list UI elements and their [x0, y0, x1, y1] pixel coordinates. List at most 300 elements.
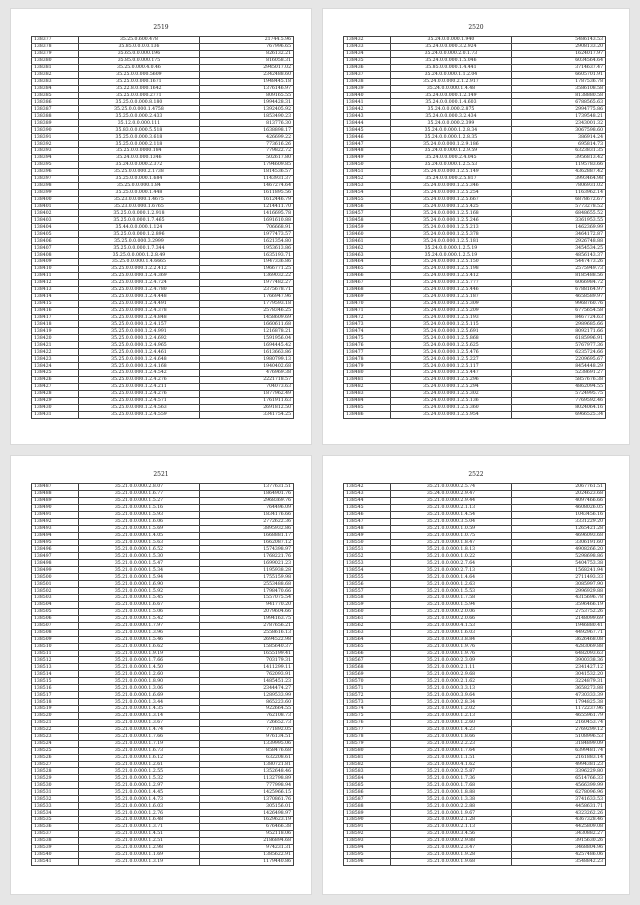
- point-id-cell: 138530: [32, 782, 79, 789]
- y-coordinate-cell: 2694522.98: [200, 636, 294, 643]
- table-row: [344, 553, 606, 560]
- x-coordinate-cell: 35.24.0.0.000.1.2.5.254: [390, 189, 511, 196]
- y-coordinate-cell: 1947336.86: [200, 259, 294, 266]
- y-coordinate-cell: 1143931.37: [200, 175, 294, 182]
- y-coordinate-cell: 1621354.80: [200, 238, 294, 245]
- y-coordinate-cell: 1195783.66: [512, 161, 606, 168]
- table-row: [344, 231, 606, 238]
- y-coordinate-cell: 1265421.28: [512, 525, 606, 532]
- y-coordinate-cell: 8467724.63: [512, 314, 606, 321]
- table-row: [344, 383, 606, 390]
- x-coordinate-cell: 35.24.0.0.000.1.2.5.149: [390, 168, 511, 175]
- point-id-cell: 138499: [32, 567, 79, 574]
- point-id-cell: 138591: [344, 823, 391, 830]
- table-row: [32, 803, 294, 810]
- x-coordinate-cell: 35.24.0.0.000.1.940: [390, 37, 511, 44]
- y-coordinate-cell: 3454534.25: [512, 245, 606, 252]
- x-coordinate-cell: 35.24.0.0.000.1.2.8.35: [390, 134, 511, 141]
- x-coordinate-cell: 35.25.0.0.000.1.2.918: [78, 210, 199, 217]
- table-row: [32, 685, 294, 692]
- table-row: [32, 560, 294, 567]
- table-row: [344, 411, 606, 418]
- point-id-cell: 138559: [344, 601, 391, 608]
- table-row: [32, 272, 294, 279]
- x-coordinate-cell: 35.21.0.0.000.1.8.66: [390, 733, 511, 740]
- table-row: [32, 356, 294, 363]
- table-row: [344, 643, 606, 650]
- y-coordinate-cell: 1385622.91: [200, 851, 294, 858]
- y-coordinate-cell: 1994428.31: [200, 99, 294, 106]
- x-coordinate-cell: 35.85.0.0.0.0.136: [78, 43, 199, 50]
- y-coordinate-cell: 1624017.97: [512, 50, 606, 57]
- y-coordinate-cell: 2926748.88: [512, 238, 606, 245]
- table-row: [344, 574, 606, 581]
- y-coordinate-cell: 4566399.99: [512, 782, 606, 789]
- y-coordinate-cell: 8454448.29: [512, 363, 606, 370]
- point-id-cell: 138416: [32, 307, 79, 314]
- y-coordinate-cell: 1877962.49: [200, 390, 294, 397]
- x-coordinate-cell: 35.21.0.0.000.1.5.53: [390, 588, 511, 595]
- x-coordinate-cell: 35.25.0.0.000.1.2.4.378: [78, 307, 199, 314]
- point-id-cell: 138420: [32, 335, 79, 342]
- x-coordinate-cell: 35.24.0.0.000.1.2.5.19: [390, 245, 511, 252]
- x-coordinate-cell: 35.24.0.0.000.1.2.5.294: [390, 383, 511, 390]
- point-id-cell: 138478: [344, 356, 391, 363]
- y-coordinate-cell: 1568241.94: [512, 567, 606, 574]
- table-row: [32, 810, 294, 817]
- x-coordinate-cell: 35.21.0.0.000.1.6.62: [78, 643, 199, 650]
- table-row: [344, 154, 606, 161]
- point-id-cell: 138380: [32, 57, 79, 64]
- y-coordinate-cell: 5404753.38: [512, 560, 606, 567]
- point-id-cell: 138579: [344, 740, 391, 747]
- point-id-cell: 138438: [344, 78, 391, 85]
- point-id-cell: 138592: [344, 830, 391, 837]
- x-coordinate-cell: 35.24.0.0.000.1.2.5.425: [390, 203, 511, 210]
- y-coordinate-cell: 2908133.20: [512, 43, 606, 50]
- point-id-cell: 138392: [32, 141, 79, 148]
- table-row: [32, 404, 294, 411]
- y-coordinate-cell: 5773278.52: [512, 203, 606, 210]
- table-row: [344, 539, 606, 546]
- y-coordinate-cell: 426699.22: [200, 134, 294, 141]
- y-coordinate-cell: 6399481.74: [512, 747, 606, 754]
- x-coordinate-cell: 35.24.0.0.000.1.2.5.378: [390, 231, 511, 238]
- table-row: [344, 858, 606, 865]
- table-row: [344, 314, 606, 321]
- table-row: [32, 504, 294, 511]
- point-id-cell: 138461: [344, 238, 391, 245]
- table-row: [32, 328, 294, 335]
- y-coordinate-cell: 1755159.98: [200, 574, 294, 581]
- y-coordinate-cell: 1668881.17: [200, 532, 294, 539]
- x-coordinate-cell: 35.21.0.0.000.1.5.30: [78, 553, 199, 560]
- table-row: [344, 782, 606, 789]
- table-row: [344, 608, 606, 615]
- x-coordinate-cell: 35.21.0.0.000.1.5.27: [78, 497, 199, 504]
- x-coordinate-cell: 35.21.0.0.000.1.6.69: [78, 692, 199, 699]
- y-coordinate-cell: 8024064.16: [512, 404, 606, 411]
- x-coordinate-cell: 35.21.0.0.000.1.3.19: [78, 858, 199, 865]
- y-coordinate-cell: 1339995.06: [200, 740, 294, 747]
- y-coordinate-cell: 703179.31: [200, 657, 294, 664]
- point-id-cell: 138386: [32, 99, 79, 106]
- point-id-cell: 138515: [32, 678, 79, 685]
- point-id-cell: 138459: [344, 224, 391, 231]
- y-coordinate-cell: 4458631.71: [512, 803, 606, 810]
- point-id-cell: 138401: [32, 203, 79, 210]
- y-coordinate-cell: 4608026.05: [512, 504, 606, 511]
- table-row: [344, 775, 606, 782]
- x-coordinate-cell: 35.25.0.0.000.1.2.4.157: [78, 321, 199, 328]
- x-coordinate-cell: 35.24.0.0.000.1.2.5.360: [390, 404, 511, 411]
- point-id-cell: 138439: [344, 85, 391, 92]
- point-id-cell: 138462: [344, 245, 391, 252]
- y-coordinate-cell: 1557075.54: [200, 595, 294, 602]
- y-coordinate-cell: 1179440.86: [200, 858, 294, 865]
- y-coordinate-cell: 4492967.71: [512, 629, 606, 636]
- table-row: [32, 57, 294, 64]
- table-row: [32, 595, 294, 602]
- point-id-cell: 138594: [344, 844, 391, 851]
- point-id-cell: 138422: [32, 349, 79, 356]
- x-coordinate-cell: 35.21.0.0.000.1.5.06: [78, 608, 199, 615]
- y-coordinate-cell: 4097466.66: [512, 497, 606, 504]
- y-coordinate-cell: 6848655.52: [512, 210, 606, 217]
- y-coordinate-cell: 976134.51: [200, 733, 294, 740]
- x-coordinate-cell: 35.21.0.0.000.1.0.75: [390, 532, 511, 539]
- y-coordinate-cell: 6775654.58: [512, 307, 606, 314]
- table-row: [32, 830, 294, 837]
- x-coordinate-cell: 35.21.0.0.000.1.1.51: [390, 754, 511, 761]
- x-coordinate-cell: 35.25.0.0.000.1.4.6665: [78, 259, 199, 266]
- x-coordinate-cell: 35.24.0.0.000.1.2.9.186: [390, 141, 511, 148]
- point-id-cell: 138398: [32, 182, 79, 189]
- x-coordinate-cell: 35.12.0.0.000.111: [78, 120, 199, 127]
- x-coordinate-cell: 35.25.0.0.000.1.2.896: [78, 231, 199, 238]
- x-coordinate-cell: 35.24.0.0.000.1.2.5.868: [390, 335, 511, 342]
- y-coordinate-cell: 1794609.85: [200, 161, 294, 168]
- x-coordinate-cell: 35.24.0.0.000.2.372: [78, 161, 199, 168]
- point-id-cell: 138491: [32, 511, 79, 518]
- y-coordinate-cell: 952118.06: [200, 830, 294, 837]
- point-id-cell: 138479: [344, 363, 391, 370]
- y-coordinate-cell: 4862094.55: [512, 383, 606, 390]
- y-coordinate-cell: 676466.38: [200, 823, 294, 830]
- table-row: [344, 37, 606, 44]
- point-id-cell: 138550: [344, 539, 391, 546]
- y-coordinate-cell: 3548842.23: [512, 858, 606, 865]
- y-coordinate-cell: 3993464.98: [512, 175, 606, 182]
- point-id-cell: 138447: [344, 141, 391, 148]
- y-coordinate-cell: 5857676.38: [512, 376, 606, 383]
- point-id-cell: 138417: [32, 314, 79, 321]
- page-number: 2519: [153, 24, 169, 31]
- y-coordinate-cell: 1834176.66: [200, 511, 294, 518]
- x-coordinate-cell: 35.21.0.0.000.1.2.98: [78, 844, 199, 851]
- point-id-cell: 138475: [344, 335, 391, 342]
- point-id-cell: 138415: [32, 300, 79, 307]
- y-coordinate-cell: 1462369.99: [512, 224, 606, 231]
- y-coordinate-cell: 2968369.76: [200, 497, 294, 504]
- point-id-cell: 138495: [32, 539, 79, 546]
- x-coordinate-cell: 35.24.0.0.000.1.2.8.34: [390, 127, 511, 134]
- table-row: [344, 490, 606, 497]
- table-row: [344, 113, 606, 120]
- x-coordinate-cell: 35.25.0.0.000.1.4758: [78, 106, 199, 113]
- point-id-cell: 138396: [32, 168, 79, 175]
- table-row: [344, 796, 606, 803]
- x-coordinate-cell: 35.24.0.0.000.1.4.603: [390, 99, 511, 106]
- point-id-cell: 138463: [344, 252, 391, 259]
- table-row: [344, 106, 606, 113]
- x-coordinate-cell: 35.21.0.0.000.1.2.60: [78, 671, 199, 678]
- y-coordinate-cell: 2772622.36: [200, 518, 294, 525]
- x-coordinate-cell: 35.21.0.0.000.1.5.94: [78, 574, 199, 581]
- y-coordinate-cell: 4283069.88: [512, 643, 606, 650]
- point-id-cell: 138569: [344, 671, 391, 678]
- x-coordinate-cell: 35.21.0.0.000.3.8.84: [390, 636, 511, 643]
- x-coordinate-cell: 35.21.0.0.000.1.4.74: [78, 726, 199, 733]
- x-coordinate-cell: 35.21.0.0.000.2.1.28: [390, 817, 511, 824]
- y-coordinate-cell: 8185488.56: [512, 272, 606, 279]
- y-coordinate-cell: 1458609.69: [200, 314, 294, 321]
- point-id-cell: 138580: [344, 747, 391, 754]
- y-coordinate-cell: 1798470.66: [200, 588, 294, 595]
- y-coordinate-cell: 2996929.88: [512, 588, 606, 595]
- table-row: [32, 370, 294, 377]
- x-coordinate-cell: 35.25.0.0.000.1.2.4.276: [78, 376, 199, 383]
- x-coordinate-cell: 35.24.0.0.000.1.2.5.667: [390, 196, 511, 203]
- x-coordinate-cell: 35.23.0.0.000.1.6765: [78, 203, 199, 210]
- x-coordinate-cell: 35.21.0.0.000.1.6.52: [78, 546, 199, 553]
- y-coordinate-cell: 2221718.57: [200, 376, 294, 383]
- point-id-cell: 138383: [32, 78, 79, 85]
- y-coordinate-cell: 2575949.73: [512, 265, 606, 272]
- x-coordinate-cell: 35.24.0.0.000.1.2.5.302: [390, 390, 511, 397]
- x-coordinate-cell: 35.24.0.0.000.1.2.5.296: [390, 376, 511, 383]
- table-row: [344, 497, 606, 504]
- x-coordinate-cell: 35.21.0.0.000.1.6.06: [78, 518, 199, 525]
- y-coordinate-cell: 2945017.02: [200, 64, 294, 71]
- point-id-cell: 138520: [32, 712, 79, 719]
- y-coordinate-cell: 771892.05: [200, 726, 294, 733]
- y-coordinate-cell: 3067598.60: [512, 127, 606, 134]
- table-row: [32, 252, 294, 259]
- table-row: [32, 601, 294, 608]
- point-id-cell: 138514: [32, 671, 79, 678]
- table-row: [344, 685, 606, 692]
- y-coordinate-cell: 1662087.12: [200, 539, 294, 546]
- point-id-cell: 138582: [344, 761, 391, 768]
- x-coordinate-cell: 35.24.0.0.000.1.2.5.346: [390, 182, 511, 189]
- y-coordinate-cell: 1946880.41: [512, 622, 606, 629]
- point-id-cell: 138384: [32, 85, 79, 92]
- x-coordinate-cell: 35.24.0.0.000.1.2.5.115: [390, 321, 511, 328]
- point-id-cell: 138451: [344, 168, 391, 175]
- table-row: [344, 168, 606, 175]
- table-row: [32, 622, 294, 629]
- y-coordinate-cell: 4994381.23: [512, 761, 606, 768]
- table-row: [344, 85, 606, 92]
- y-coordinate-cell: 2769299.12: [512, 726, 606, 733]
- x-coordinate-cell: 35.24.0.0.000.1.2.5.136: [390, 397, 511, 404]
- x-coordinate-cell: 35.21.0.0.000.2.7.64: [390, 560, 511, 567]
- table-row: [344, 71, 606, 78]
- table-row: [32, 106, 294, 113]
- point-id-cell: 138452: [344, 175, 391, 182]
- point-id-cell: 138449: [344, 154, 391, 161]
- point-id-cell: 138586: [344, 789, 391, 796]
- point-id-cell: 138547: [344, 518, 391, 525]
- table-row: [32, 265, 294, 272]
- point-id-cell: 138566: [344, 650, 391, 657]
- point-id-cell: 138552: [344, 553, 391, 560]
- point-id-cell: 138541: [32, 858, 79, 865]
- x-coordinate-cell: 35.21.0.0.000.1.3.38: [390, 796, 511, 803]
- x-coordinate-cell: 35.21.0.0.000.2.3.09: [390, 657, 511, 664]
- point-id-cell: 138423: [32, 356, 79, 363]
- point-id-cell: 138573: [344, 699, 391, 706]
- point-id-cell: 138575: [344, 712, 391, 719]
- y-coordinate-cell: 3396229.80: [512, 768, 606, 775]
- table-row: [32, 210, 294, 217]
- x-coordinate-cell: 35.21.0.0.000.1.7.66: [78, 657, 199, 664]
- table-row: [32, 154, 294, 161]
- y-coordinate-cell: 809165.55: [200, 92, 294, 99]
- y-coordinate-cell: 1612446.79: [200, 196, 294, 203]
- table-row: [32, 796, 294, 803]
- x-coordinate-cell: 35.21.0.0.000.1.4.35: [78, 706, 199, 713]
- x-coordinate-cell: 35.21.0.0.000.2.5.87: [390, 768, 511, 775]
- point-id-cell: 138484: [344, 397, 391, 404]
- x-coordinate-cell: 35.21.0.0.000.1.7.68: [390, 782, 511, 789]
- y-coordinate-cell: 3361953.55: [512, 217, 606, 224]
- y-coordinate-cell: 1163962.14: [512, 189, 606, 196]
- x-coordinate-cell: 35.21.0.0.000.1.5.93: [78, 511, 199, 518]
- y-coordinate-cell: 706668.91: [200, 224, 294, 231]
- y-coordinate-cell: 1172237.96: [512, 706, 606, 713]
- x-coordinate-cell: 35.24.0.0.000.1.2.5.209: [390, 307, 511, 314]
- table-row: [32, 733, 294, 740]
- point-id-cell: 138388: [32, 113, 79, 120]
- x-coordinate-cell: 35.24.0.0.000.1.2.5.213: [390, 224, 511, 231]
- point-id-cell: 138390: [32, 127, 79, 134]
- table-row: [344, 671, 606, 678]
- point-id-cell: 138511: [32, 650, 79, 657]
- x-coordinate-cell: 35.21.0.0.000.1.8.47: [390, 539, 511, 546]
- y-coordinate-cell: 1794825.38: [512, 699, 606, 706]
- y-coordinate-cell: 3658273.88: [512, 685, 606, 692]
- y-coordinate-cell: 1352648.46: [200, 768, 294, 775]
- table-row: [32, 196, 294, 203]
- table-row: [32, 120, 294, 127]
- table-row: [32, 817, 294, 824]
- x-coordinate-cell: 35.21.0.0.000.2.9.44: [390, 497, 511, 504]
- point-id-cell: 138455: [344, 196, 391, 203]
- table-row: [344, 754, 606, 761]
- x-coordinate-cell: 35.21.0.0.000.1.7.58: [390, 595, 511, 602]
- y-coordinate-cell: 1376146.97: [200, 85, 294, 92]
- table-row: [32, 161, 294, 168]
- y-coordinate-cell: 2148099.69: [512, 615, 606, 622]
- y-coordinate-cell: 1370861.76: [200, 796, 294, 803]
- point-id-cell: 138385: [32, 92, 79, 99]
- point-id-cell: 138429: [32, 397, 79, 404]
- table-row: [32, 775, 294, 782]
- x-coordinate-cell: 35.21.0.0.000.2.2.88: [390, 803, 511, 810]
- x-coordinate-cell: 35.21.0.0.000.4.1.62: [390, 761, 511, 768]
- y-coordinate-cell: 6066984.72: [512, 279, 606, 286]
- x-coordinate-cell: 35.25.0.0.000.1.2.4.780: [78, 286, 199, 293]
- y-coordinate-cell: 773616.26: [200, 141, 294, 148]
- table-row: [344, 120, 606, 127]
- point-id-cell: 138393: [32, 148, 79, 155]
- x-coordinate-cell: 35.24.0.0.000.1.2.5.446: [390, 286, 511, 293]
- table-row: [344, 210, 606, 217]
- point-id-cell: 138544: [344, 497, 391, 504]
- point-id-cell: 138527: [32, 761, 79, 768]
- table-row: [32, 376, 294, 383]
- x-coordinate-cell: 35.24.0.0.000.1.2.9.59: [390, 148, 511, 155]
- table-row: [344, 740, 606, 747]
- point-id-cell: 138517: [32, 692, 79, 699]
- y-coordinate-cell: 1377631.51: [200, 484, 294, 491]
- point-id-cell: 138584: [344, 775, 391, 782]
- y-coordinate-cell: 941770.20: [200, 601, 294, 608]
- table-row: [344, 356, 606, 363]
- y-coordinate-cell: 922664.55: [200, 706, 294, 713]
- point-id-cell: 138430: [32, 404, 79, 411]
- table-row: [344, 719, 606, 726]
- x-coordinate-cell: 35.21.0.0.000.1.3.06: [78, 685, 199, 692]
- table-row: [32, 726, 294, 733]
- table-row: [32, 175, 294, 182]
- x-coordinate-cell: 35.21.0.0.000.1.2.61: [78, 761, 199, 768]
- table-row: [32, 671, 294, 678]
- table-row: [32, 335, 294, 342]
- table-row: [344, 525, 606, 532]
- document-page-3: [10, 455, 312, 895]
- point-id-cell: 138464: [344, 259, 391, 266]
- y-coordinate-cell: 2558616.13: [200, 629, 294, 636]
- point-id-cell: 138526: [32, 754, 79, 761]
- y-coordinate-cell: 1216878.21: [200, 328, 294, 335]
- table-row: [344, 335, 606, 342]
- x-coordinate-cell: 35.21.0.0.000.3.9.64: [390, 692, 511, 699]
- table-row: [32, 789, 294, 796]
- y-coordinate-cell: 1779593.18: [200, 300, 294, 307]
- table-row: [32, 314, 294, 321]
- point-id-cell: 138581: [344, 754, 391, 761]
- y-coordinate-cell: 3464172.87: [512, 231, 606, 238]
- table-row: [344, 390, 606, 397]
- point-id-cell: 138394: [32, 154, 79, 161]
- point-id-cell: 138539: [32, 844, 79, 851]
- point-id-cell: 138568: [344, 664, 391, 671]
- point-id-cell: 138405: [32, 231, 79, 238]
- y-coordinate-cell: 4367328.46: [512, 817, 606, 824]
- y-coordinate-cell: 5298698.86: [512, 553, 606, 560]
- table-row: [344, 726, 606, 733]
- point-id-cell: 138486: [344, 411, 391, 418]
- x-coordinate-cell: 35.21.0.0.000.1.7.19: [78, 740, 199, 747]
- y-coordinate-cell: 1591956.04: [200, 335, 294, 342]
- x-coordinate-cell: 35.24.0.0.000.1.2.5.777: [390, 279, 511, 286]
- point-id-cell: 138437: [344, 71, 391, 78]
- y-coordinate-cell: 6788164.97: [512, 286, 606, 293]
- y-coordinate-cell: 3468804.96: [512, 844, 606, 851]
